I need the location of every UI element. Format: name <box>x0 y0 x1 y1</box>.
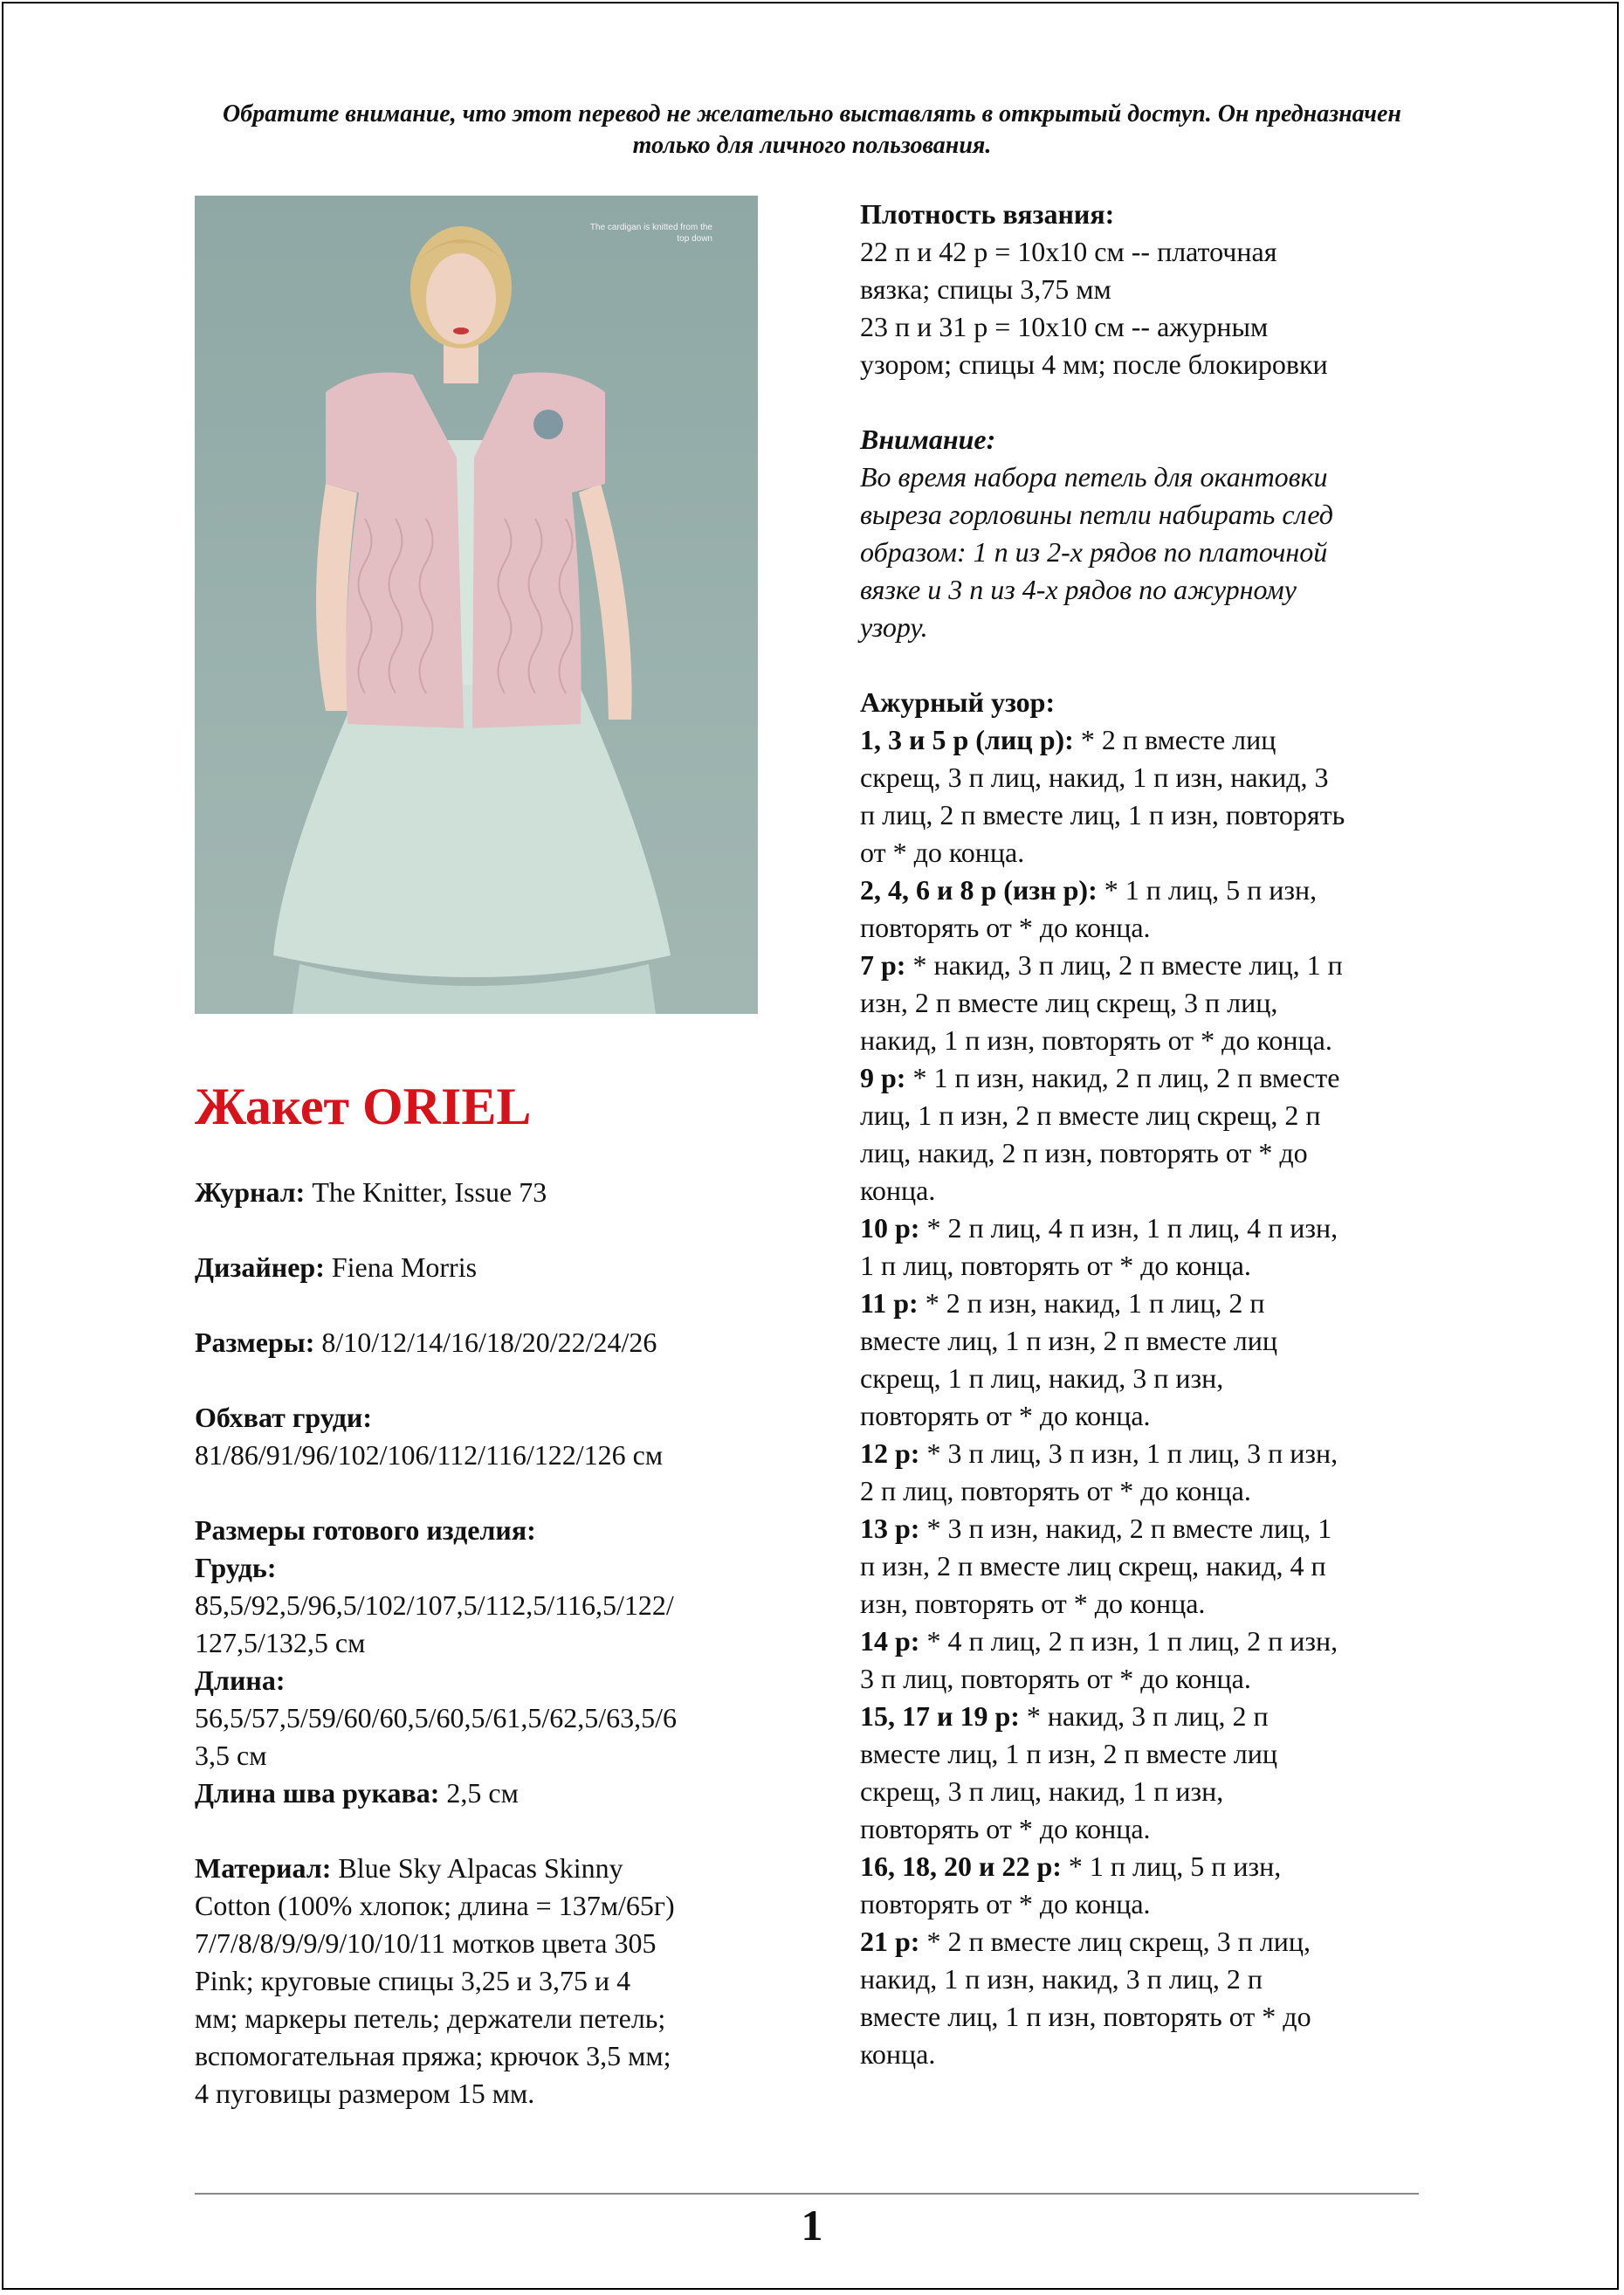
gauge-line: 23 п и 31 р = 10х10 см -- ажурным <box>860 311 1269 342</box>
page-number: 1 <box>801 2201 823 2250</box>
lace-row-line <box>860 1735 1436 1773</box>
lace-row-line <box>860 759 1436 796</box>
lips <box>453 327 469 334</box>
model-illustration <box>195 196 758 1014</box>
lace-row-text: изн, повторять от * до конца. <box>860 1588 1206 1619</box>
lace-row-line <box>860 1698 1436 1735</box>
attention-line: образом: 1 п из 2-х рядов по платочной <box>860 536 1328 568</box>
lace-row-text: * 2 п лиц, 4 п изн, 1 п лиц, 4 п изн, <box>919 1212 1338 1244</box>
lace-row-text: п изн, 2 п вместе лиц скрещ, накид, 4 п <box>860 1550 1326 1582</box>
right-arm <box>579 484 632 720</box>
lace-row-text: п лиц, 2 п вместе лиц, 1 п изн, повторять <box>860 799 1345 830</box>
lace-row-text: от * до конца. <box>860 837 1025 868</box>
pattern-info <box>195 1174 771 2112</box>
chest-value-line: 127,5/132,5 см <box>195 1627 366 1658</box>
lace-row-label: 16, 18, 20 и 22 р: <box>860 1850 1062 1882</box>
chest-label: Грудь: <box>195 1552 277 1583</box>
material-line <box>195 1850 771 1887</box>
sizes-line <box>195 1324 771 1361</box>
lace-row-line <box>860 1059 1436 1097</box>
designer-line <box>195 1249 771 1286</box>
lace-row-label: 13 р: <box>860 1513 920 1544</box>
lace-row-text: повторять от * до конца. <box>860 912 1151 943</box>
lace-rows <box>860 721 1436 2073</box>
lace-row-line <box>860 1172 1436 1210</box>
material-text: Blue Sky Alpacas Skinny <box>331 1852 623 1884</box>
bust-value: 81/86/91/96/102/106/112/116/122/126 см <box>195 1439 664 1471</box>
lace-row-label: 7 р: <box>860 949 906 981</box>
lace-row-text: скрещ, 3 п лиц, накид, 1 п изн, накид, 3 <box>860 762 1329 793</box>
material-line: 7/7/8/8/9/9/9/10/10/11 мотков цвета 305 <box>195 1927 657 1959</box>
lace-row-line <box>860 1923 1436 1961</box>
lace-row-line <box>860 1285 1436 1322</box>
lace-row-label: 11 р: <box>860 1287 919 1319</box>
lace-row-line <box>860 1623 1436 1660</box>
lace-row-text: вместе лиц, 1 п изн, 2 п вместе лиц <box>860 1738 1277 1769</box>
lace-row-line <box>860 1848 1436 1885</box>
finished-heading: Размеры готового изделия: <box>195 1514 536 1546</box>
gauge-label: Плотность вязания: <box>860 198 1115 230</box>
lace-row-label: 14 р: <box>860 1625 920 1657</box>
lace-row-label: 10 р: <box>860 1212 920 1244</box>
lace-row-text: конца. <box>860 2038 936 2070</box>
lace-row-line <box>860 1961 1436 1998</box>
sizes-value: 8/10/12/14/16/18/20/22/24/26 <box>314 1327 657 1358</box>
sizes-label: Размеры: <box>195 1327 315 1358</box>
lace-row-line <box>860 1472 1436 1510</box>
lace-row-text: * 2 п изн, накид, 1 п лиц, 2 п <box>918 1287 1265 1319</box>
lace-row-line <box>860 1660 1436 1698</box>
photo-caption: The cardigan is knitted from the top down <box>589 223 712 244</box>
lace-row-line <box>860 1360 1436 1397</box>
sleeve-value: 2,5 см <box>439 1777 519 1809</box>
material-line: Pink; круговые спицы 3,25 и 3,75 и 4 <box>195 1965 631 1996</box>
material-line: Cotton (100% хлопок; длина = 137м/65г) <box>195 1890 675 1921</box>
lace-row-line <box>860 834 1436 872</box>
lace-row-line <box>860 1585 1436 1623</box>
lace-row-text: конца. <box>860 1175 936 1206</box>
lace-row-line <box>860 2036 1436 2073</box>
notice-text: Обратите внимание, что этот перевод не желательно выставлять в открытый доступ. Он предназначен только для личного пользования. <box>223 100 1401 159</box>
lace-row-text: скрещ, 3 п лиц, накид, 1 п изн, <box>860 1775 1224 1807</box>
material-line: мм; маркеры петель; держатели петель; <box>195 2002 666 2034</box>
lace-row-text: повторять от * до конца. <box>860 1400 1151 1431</box>
lace-row-line <box>860 1885 1436 1923</box>
lace-row-line <box>860 909 1436 947</box>
lace-row-label: 15, 17 и 19 р: <box>860 1700 1020 1732</box>
lace-row-line <box>860 1210 1436 1247</box>
lace-row-line <box>860 984 1436 1022</box>
attention-line: Во время набора петель для окантовки <box>860 461 1328 493</box>
lace-row-line <box>860 796 1436 834</box>
lace-row-text: 2 п лиц, повторять от * до конца. <box>860 1475 1251 1506</box>
lace-row-text: накид, 1 п изн, накид, 3 п лиц, 2 п <box>860 1963 1263 1995</box>
pattern-instructions <box>860 196 1436 2073</box>
lace-row-line <box>860 872 1436 909</box>
lace-row-text: изн, 2 п вместе лиц скрещ, 3 п лиц, <box>860 987 1278 1018</box>
lace-row-text: повторять от * до конца. <box>860 1813 1151 1844</box>
chest-value-line: 85,5/92,5/96,5/102/107,5/112,5/116,5/122/ <box>195 1589 674 1621</box>
lace-row-line <box>860 1510 1436 1547</box>
lace-row-text: * 1 п лиц, 5 п изн, <box>1061 1850 1282 1882</box>
lace-row-text: 3 п лиц, повторять от * до конца. <box>860 1663 1251 1694</box>
lace-row-text: * накид, 3 п лиц, 2 п вместе лиц, 1 п <box>905 949 1343 981</box>
length-value-line: 3,5 см <box>195 1740 267 1771</box>
designer-label: Дизайнер: <box>195 1251 325 1283</box>
lace-row-label: 1, 3 и 5 р (лиц р): <box>860 724 1074 755</box>
lace-row-text: вместе лиц, 1 п изн, 2 п вместе лиц <box>860 1325 1277 1356</box>
lace-row-label: 9 р: <box>860 1062 906 1093</box>
attention-line: выреза горловины петли набирать след <box>860 499 1333 530</box>
lace-label: Ажурный узор: <box>860 686 1056 718</box>
lace-row-line <box>860 947 1436 984</box>
lace-row-line <box>860 1247 1436 1285</box>
magazine-label: Журнал: <box>195 1176 306 1208</box>
lace-row-line <box>860 1322 1436 1360</box>
lace-row-text: * 2 п вместе лиц скрещ, 3 п лиц, <box>919 1926 1311 1957</box>
lace-row-label: 2, 4, 6 и 8 р (изн р): <box>860 874 1098 906</box>
lace-row-text: 1 п лиц, повторять от * до конца. <box>860 1250 1251 1281</box>
lace-row-line <box>860 1435 1436 1472</box>
lace-row-text: * 1 п лиц, 5 п изн, <box>1097 874 1318 906</box>
lace-row-text: накид, 1 п изн, повторять от * до конца. <box>860 1024 1332 1056</box>
lace-row-text: * 3 п изн, накид, 2 п вместе лиц, 1 <box>919 1513 1332 1544</box>
lace-row-line <box>860 1097 1436 1134</box>
sleeve-line <box>195 1775 771 1812</box>
bust-label: Обхват груди: <box>195 1402 373 1433</box>
lace-row-text: вместе лиц, 1 п изн, повторять от * до <box>860 2001 1311 2032</box>
lace-row-text: * 2 п вместе лиц <box>1073 724 1276 755</box>
magazine-value: The Knitter, Issue 73 <box>305 1176 547 1208</box>
dress-skirt <box>273 685 671 977</box>
lace-row-line <box>860 1397 1436 1435</box>
material-line: 4 пуговицы размером 15 мм. <box>195 2078 535 2109</box>
material-line: вспомогательная пряжа; крючок 3,5 мм; <box>195 2040 671 2071</box>
lace-row-line <box>860 1022 1436 1059</box>
lace-row-text: * 1 п изн, накид, 2 п лиц, 2 п вместе <box>905 1062 1340 1093</box>
lace-row-text: лиц, 1 п изн, 2 п вместе лиц скрещ, 2 п <box>860 1099 1321 1131</box>
lace-row-text: * накид, 3 п лиц, 2 п <box>1019 1700 1269 1732</box>
lace-row-text: повторять от * до конца. <box>860 1888 1151 1919</box>
length-label: Длина: <box>195 1664 286 1696</box>
length-value-line: 56,5/57,5/59/60/60,5/60,5/61,5/62,5/63,5/6 <box>195 1702 678 1733</box>
lace-row-line <box>860 1810 1436 1848</box>
magazine-line <box>195 1174 771 1211</box>
lace-row-line <box>860 1134 1436 1172</box>
footer-rule <box>195 2193 1419 2195</box>
lace-row-text: * 3 п лиц, 3 п изн, 1 п лиц, 3 п изн, <box>919 1437 1338 1469</box>
designer-value: Fiena Morris <box>324 1251 478 1283</box>
lace-row-label: 21 р: <box>860 1926 920 1957</box>
lace-row-text: * 4 п лиц, 2 п изн, 1 п лиц, 2 п изн, <box>919 1625 1338 1657</box>
attention-line: узору. <box>860 611 928 643</box>
sleeve-label: Длина шва рукава: <box>195 1777 440 1809</box>
cardigan-photo <box>195 196 758 1014</box>
brooch-flower <box>533 410 563 439</box>
material-label: Материал: <box>195 1852 332 1884</box>
attention-line: вязке и 3 п из 4-х рядов по ажурному <box>860 574 1297 605</box>
lace-row-text: лиц, накид, 2 п изн, повторять от * до <box>860 1137 1308 1168</box>
lace-row-line <box>860 721 1436 759</box>
lace-row-text: скрещ, 1 п лиц, накид, 3 п изн, <box>860 1362 1224 1394</box>
lace-row-line <box>860 1998 1436 2036</box>
attention-label: Внимание: <box>860 424 996 455</box>
gauge-line: узором; спицы 4 мм; после блокировки <box>860 348 1328 380</box>
lace-row-label: 12 р: <box>860 1437 920 1469</box>
pattern-title: Жакет ORIEL <box>195 1078 532 1135</box>
lace-row-line <box>860 1547 1436 1585</box>
lace-row-line <box>860 1773 1436 1810</box>
gauge-line: вязка; спицы 3,75 мм <box>860 273 1111 305</box>
gauge-line: 22 п и 42 р = 10х10 см -- платочная <box>860 236 1277 267</box>
